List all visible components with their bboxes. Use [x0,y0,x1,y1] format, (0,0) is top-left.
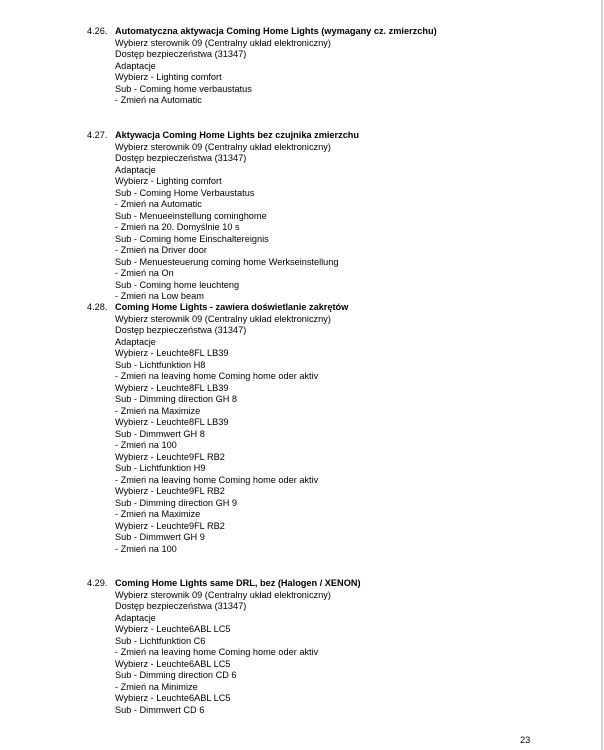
section-title: Aktywacja Coming Home Lights bez czujnika zmierzchu [115,130,360,140]
section-number: 4.26. [87,26,108,36]
text-line: Sub - Lichtfunktion H8 [115,359,206,370]
text-line: Sub - Dimmwert GH 8 [115,428,205,439]
section-heading [87,26,587,38]
text-line: Sub - Coming Home Verbaustatus [115,187,255,198]
text-line: Wybierz sterownik 09 (Centralny układ elektroniczny) [115,37,331,48]
text-line: Adaptacje [115,612,156,623]
text-line: - Zmień na leaving home Coming home oder aktiv [115,474,319,485]
section-heading [87,578,587,590]
text-line: Sub - Coming home leuchteng [115,279,240,290]
text-line: Wybierz - Leuchte6ABL LC5 [115,693,231,703]
text-line: Wybierz - Leuchte8FL LB39 [115,348,229,358]
text-line: - Zmień na leaving home Coming home oder aktiv [115,371,319,381]
text-line: - Zmień na Low beam [115,291,204,301]
section-4-27 [87,130,587,303]
section-4-28 [87,302,587,555]
text-line: - Zmień na 100 [115,543,177,554]
section-number: 4.28. [87,302,108,312]
text-line: Dostęp bezpieczeństwa (31347) [115,601,247,611]
text-line: Wybierz - Lighting comfort [115,176,222,186]
text-line: - Zmień na Maximize [115,509,201,519]
section-number: 4.29. [87,578,108,588]
section-title: Automatyczna aktywacja Coming Home Lights (wymagany cz. zmierzchu) [115,26,437,36]
section-number: 4.27. [87,130,108,140]
text-line: Sub - Dimming direction CD 6 [115,670,237,680]
text-line: Sub - Dimmwert CD 6 [115,704,205,715]
section-title: Coming Home Lights same DRL, bez (Halogen / XENON) [115,578,361,588]
text-line: Sub - Dimming direction GH 9 [115,497,238,508]
text-line: Wybierz sterownik 09 (Centralny układ elektroniczny) [115,313,331,324]
text-line: Sub - Lichtfunktion C6 [115,635,206,646]
page-edge-divider [601,0,603,750]
text-line: Dostęp bezpieczeństwa (31347) [115,153,247,163]
section-body [87,314,587,556]
section-heading [87,130,587,142]
section-body [87,142,587,303]
text-line: Wybierz - Lighting comfort [115,72,222,82]
text-line: Wybierz - Leuchte6ABL LC5 [115,658,231,669]
text-line: Adaptacje [115,336,156,347]
text-line: - Zmień na Maximize [115,405,201,416]
text-line: Adaptacje [115,60,156,71]
text-line: Wybierz sterownik 09 (Centralny układ elektroniczny) [115,141,331,152]
text-line: Sub - Lichtfunktion H9 [115,463,206,473]
text-line: Wybierz - Leuchte6ABL LC5 [115,624,231,634]
text-line: Sub - Dimming direction GH 8 [115,394,238,404]
text-line: Sub - Dimmwert GH 9 [115,532,205,542]
section-body [87,590,587,717]
text-line: Sub - Menuesteuerung coming home Werkseinstellung [115,256,339,267]
text-line: - Zmień na Driver door [115,245,207,255]
text-line: Wybierz - Leuchte8FL LB39 [115,417,229,427]
text-line: Dostęp bezpieczeństwa (31347) [115,49,247,59]
text-line: - Zmień na Minimize [115,681,198,692]
text-line: - Zmień na Automatic [115,199,202,209]
text-line: Sub - Coming home verbaustatus [115,83,252,94]
text-line: - Zmień na On [115,268,174,278]
text-line: Wybierz - Leuchte9FL RB2 [115,451,225,462]
section-4-29 [87,578,587,716]
text-line: - Zmień na 20. Domyślnie 10 s [115,222,240,232]
text-line: - Zmień na 100 [115,440,177,450]
text-line: Wybierz - Leuchte8FL LB39 [115,382,229,393]
section-title: Coming Home Lights - zawiera doświetlanie zakrętów [115,302,349,312]
text-line: Sub - Menueeinstellung cominghome [115,210,267,221]
text-line: Wybierz sterownik 09 (Centralny układ elektroniczny) [115,589,331,600]
section-heading [87,302,587,314]
text-line: Dostęp bezpieczeństwa (31347) [115,325,247,335]
text-line: - Zmień na leaving home Coming home oder aktiv [115,647,319,657]
section-4-26 [87,26,587,107]
text-line: - Zmień na Automatic [115,95,202,105]
text-line: Wybierz - Leuchte9FL RB2 [115,486,225,496]
text-line: Adaptacje [115,164,156,175]
text-line: Wybierz - Leuchte9FL RB2 [115,520,225,531]
text-line: Sub - Coming home Einschaltereignis [115,233,269,244]
section-body [87,38,587,107]
page-number: 23 [520,735,531,745]
